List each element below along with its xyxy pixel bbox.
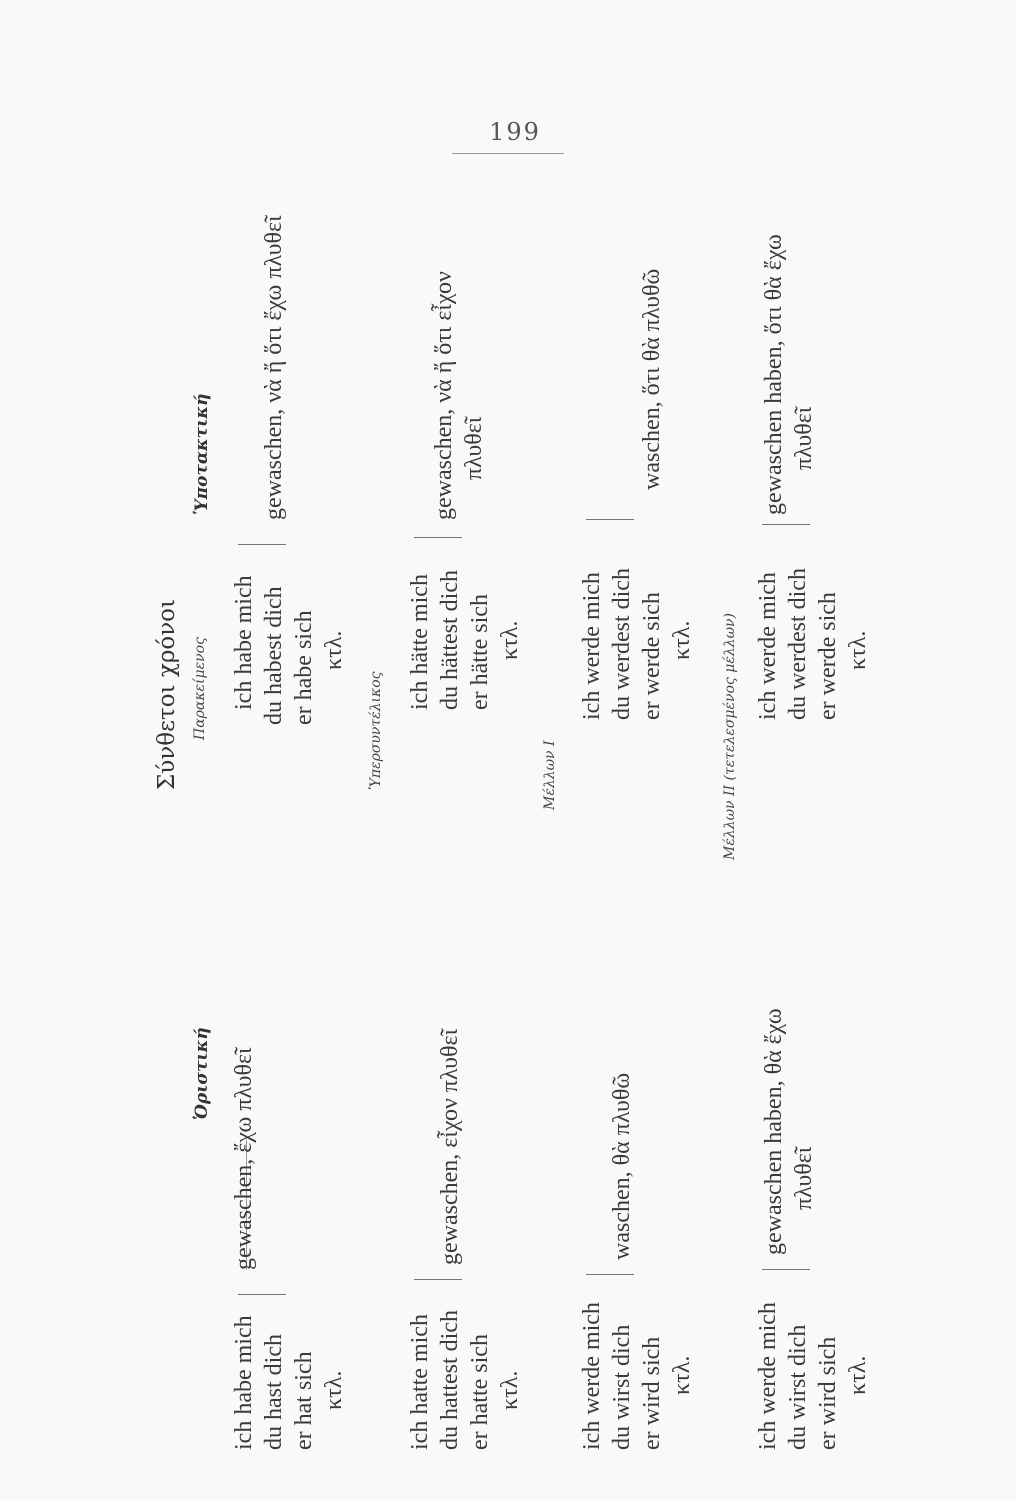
subjunctive-line: er werde sich bbox=[815, 592, 841, 720]
subjunctive-line: er habe sich bbox=[291, 610, 317, 725]
subjunctive-participle: πλυθεῖ bbox=[791, 406, 817, 470]
subjunctive-line: ich werde mich bbox=[579, 572, 605, 720]
subjunctive-line: er hätte sich bbox=[467, 594, 493, 710]
brace-line bbox=[586, 1274, 634, 1275]
indicative-line: er hat sich bbox=[291, 1351, 317, 1450]
indicative-participle: waschen, θὰ πλυθῶ bbox=[609, 1072, 635, 1260]
indicative-line: ich werde mich bbox=[579, 1302, 605, 1450]
tense-label-future-1: Μέλλων I bbox=[542, 740, 558, 810]
mood-header-indicative: Ὁριστική bbox=[192, 1027, 212, 1120]
indicative-line: du wirst dich bbox=[609, 1324, 635, 1450]
subjunctive-participle: waschen, ὅτι θὰ πλυθῶ bbox=[639, 268, 665, 490]
subjunctive-line: ich habe mich bbox=[231, 575, 257, 710]
tense-label-future-2: Μέλλων II (τετελεσμένος μέλλων) bbox=[722, 613, 738, 860]
indicative-line: κτλ. bbox=[845, 1355, 871, 1395]
indicative-line: er wird sich bbox=[639, 1336, 665, 1450]
subjunctive-line: κτλ. bbox=[669, 620, 695, 660]
indicative-line: ich hatte mich bbox=[407, 1314, 433, 1450]
subjunctive-line: du hättest dich bbox=[437, 570, 463, 710]
tense-label-pluperfect: Ὑπερσυντέλικος bbox=[368, 671, 384, 790]
brace-line bbox=[238, 1294, 286, 1295]
indicative-line: ich habe mich bbox=[231, 1315, 257, 1450]
brace-line bbox=[238, 544, 286, 545]
table-title: Σύνθετοι χρόνοι bbox=[154, 598, 180, 790]
brace-line bbox=[586, 519, 634, 520]
mood-header-subjunctive: Ὑποτακτική bbox=[192, 393, 212, 515]
indicative-line: κτλ. bbox=[497, 1370, 523, 1410]
indicative-line: du hattest dich bbox=[437, 1310, 463, 1450]
indicative-participle: gewaschen, εἶχον πλυθεῖ bbox=[437, 1028, 463, 1265]
indicative-line: du hast dich bbox=[261, 1334, 287, 1450]
brace-line bbox=[414, 537, 462, 538]
rotated-conjugation-table bbox=[150, 150, 870, 1450]
subjunctive-line: du werdest dich bbox=[609, 568, 635, 720]
subjunctive-participle: πλυθεῖ bbox=[461, 416, 487, 480]
brace-line bbox=[762, 1269, 810, 1270]
indicative-line: er wird sich bbox=[815, 1336, 841, 1450]
subjunctive-line: du habest dich bbox=[261, 586, 287, 725]
subjunctive-line: κτλ. bbox=[321, 630, 347, 670]
tense-label-perfect: Παρακείμενος bbox=[192, 637, 208, 740]
brace-line bbox=[762, 524, 810, 525]
indicative-line: ich werde mich bbox=[755, 1302, 781, 1450]
indicative-line: κτλ. bbox=[321, 1370, 347, 1410]
subjunctive-participle: gewaschen, νὰ ἤ ὅτι εἶχον bbox=[431, 271, 457, 520]
indicative-line: er hatte sich bbox=[467, 1334, 493, 1450]
subjunctive-participle: gewaschen, νὰ ἤ ὅτι ἔχω πλυθεῖ bbox=[261, 215, 287, 520]
subjunctive-line: κτλ. bbox=[497, 620, 523, 660]
brace-line bbox=[414, 1279, 462, 1280]
subjunctive-line: ich hätte mich bbox=[407, 574, 433, 710]
subjunctive-line: κτλ. bbox=[845, 630, 871, 670]
indicative-line: κτλ. bbox=[669, 1355, 695, 1395]
indicative-line: du wirst dich bbox=[785, 1324, 811, 1450]
subjunctive-participle: gewaschen haben, ὅτι θὰ ἔχω bbox=[761, 234, 787, 515]
subjunctive-line: du werdest dich bbox=[785, 568, 811, 720]
indicative-participle: πλυθεῖ bbox=[791, 1146, 817, 1210]
page-number: 199 bbox=[489, 118, 541, 146]
subjunctive-line: er werde sich bbox=[639, 592, 665, 720]
indicative-participle: gewaschen, ἔχω πλυθεῖ bbox=[231, 1047, 257, 1270]
subjunctive-line: ich werde mich bbox=[755, 572, 781, 720]
indicative-participle: gewaschen haben, θὰ ἔχω bbox=[761, 1008, 787, 1255]
